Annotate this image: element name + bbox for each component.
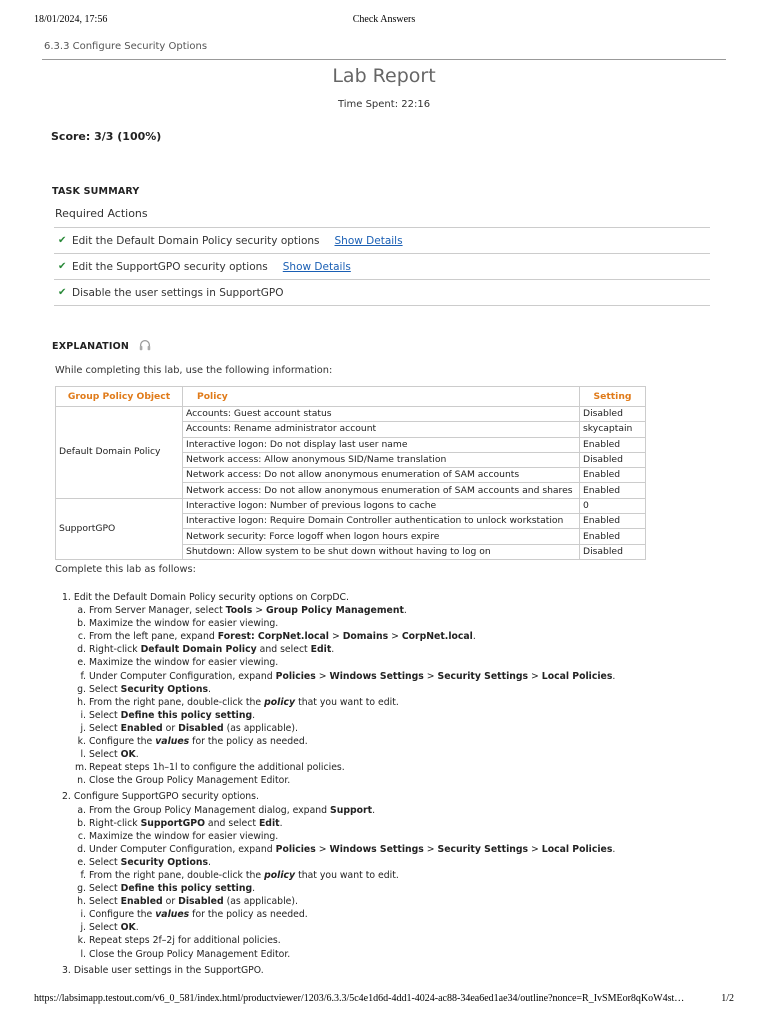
substep-letter: l. [80, 948, 86, 960]
complete-intro: Complete this lab as follows: [55, 564, 196, 575]
substep-letter: h. [77, 896, 86, 908]
check-icon: ✔ [58, 235, 67, 246]
policy-cell: Accounts: Rename administrator account [183, 422, 580, 437]
step-number: 3. [62, 964, 71, 976]
substep-item [75, 856, 615, 869]
setting-cell: Enabled [580, 529, 646, 544]
substep-item [75, 934, 615, 947]
setting-cell: Disabled [580, 452, 646, 467]
substep-item [75, 804, 615, 817]
substep-letter: i. [80, 909, 86, 921]
substep-text: Maximize the window for easier viewing. [89, 618, 279, 630]
table-row [56, 407, 646, 422]
substep-text: Configure the values for the policy as needed. [89, 909, 308, 921]
substep-text: From Server Manager, select Tools > Group Policy Management. [89, 605, 407, 617]
substep-text: Select Define this policy setting. [89, 883, 256, 895]
required-action-item [54, 253, 710, 279]
substep-text: Select Enabled or Disabled (as applicable). [89, 722, 298, 734]
policy-cell: Network security: Force logoff when logon hours expire [183, 529, 580, 544]
check-icon: ✔ [58, 261, 67, 272]
substep-item [75, 670, 615, 683]
substep-letter: b. [77, 618, 86, 630]
setting-cell: Enabled [580, 483, 646, 498]
print-title: Check Answers [352, 14, 416, 25]
substep-letter: h. [77, 696, 86, 708]
substep-item [75, 722, 615, 735]
substep-letter: d. [77, 843, 86, 855]
substep-text: Select Security Options. [89, 683, 211, 695]
substep-letter: a. [77, 804, 86, 816]
show-details-link[interactable]: Show Details [282, 260, 351, 273]
required-action-item [54, 227, 710, 253]
required-actions-heading: Required Actions [55, 207, 148, 220]
substep-item [75, 843, 615, 856]
substep-item [75, 895, 615, 908]
policy-cell: Network access: Allow anonymous SID/Name translation [183, 452, 580, 467]
substep-letter: k. [77, 935, 86, 947]
substep-letter: g. [77, 683, 86, 695]
setting-cell: Disabled [580, 407, 646, 422]
print-url: https://labsimapp.testout.com/v6_0_581/index.html/productviewer/1203/6.3.3/5c4e1d6d-4dd1-4024-ac88-34ea6ed1ae34/outline?nonce=R_IvSMEor8qKoW4st… [34, 993, 685, 1004]
substep-text: Close the Group Policy Management Editor. [89, 775, 291, 787]
substep-letter: f. [80, 670, 86, 682]
policy-cell: Shutdown: Allow system to be shut down without having to log on [183, 544, 580, 559]
score: Score: 3/3 (100%) [51, 130, 162, 143]
step-text: Disable user settings in the SupportGPO. [73, 964, 264, 976]
page-title: Lab Report [332, 65, 436, 87]
substep-text: Select Security Options. [89, 856, 211, 868]
action-label: Disable the user settings in SupportGPO [72, 286, 284, 299]
substep-letter: l. [80, 749, 86, 761]
task-summary-heading: TASK SUMMARY [52, 186, 140, 197]
policy-cell: Network access: Do not allow anonymous enumeration of SAM accounts and shares [183, 483, 580, 498]
substep-item [75, 735, 615, 748]
setting-cell: Disabled [580, 544, 646, 559]
substep-letter: j. [80, 922, 86, 934]
substep-item [75, 656, 615, 669]
substep-text: Select Define this policy setting. [89, 709, 256, 721]
policy-cell: Accounts: Guest account status [183, 407, 580, 422]
required-actions-list [54, 227, 710, 306]
explanation-heading: EXPLANATION [52, 341, 129, 352]
substep-letter: m. [75, 762, 88, 774]
substep-item [75, 921, 615, 934]
substep-item [75, 948, 615, 961]
substep-text: Configure the values for the policy as needed. [89, 736, 308, 748]
substep-letter: j. [80, 722, 86, 734]
substep-item [75, 748, 615, 761]
column-header-setting: Setting [580, 387, 646, 407]
substep-item [75, 683, 615, 696]
policy-cell: Interactive logon: Require Domain Controller authentication to unlock workstation [183, 514, 580, 529]
gpo-cell: SupportGPO [56, 498, 183, 559]
table-row [56, 498, 646, 513]
substep-letter: d. [77, 644, 86, 656]
policy-cell: Interactive logon: Do not display last user name [183, 437, 580, 452]
explanation-intro: While completing this lab, use the following information: [55, 365, 333, 376]
headphones-icon[interactable] [138, 338, 152, 352]
substep-letter: n. [77, 775, 86, 787]
substep-text: Repeat steps 1h–1l to configure the additional policies. [89, 762, 345, 774]
setting-cell: Enabled [580, 468, 646, 483]
print-datetime: 18/01/2024, 17:56 [34, 14, 108, 25]
substep-item [75, 696, 615, 709]
step-item [62, 790, 615, 963]
setting-cell: Enabled [580, 514, 646, 529]
column-header-gpo: Group Policy Object [56, 387, 183, 407]
substep-item [75, 830, 615, 843]
steps-list [62, 591, 615, 980]
step-number: 2. [62, 791, 71, 803]
policy-cell: Network access: Do not allow anonymous enumeration of SAM accounts [183, 468, 580, 483]
substep-letter: e. [77, 657, 86, 669]
substep-text: Select OK. [89, 922, 139, 934]
policy-table [55, 386, 646, 560]
substep-letter: c. [77, 631, 86, 643]
substep-item [75, 617, 615, 630]
divider [42, 59, 726, 60]
print-header [0, 14, 768, 30]
substep-text: From the right pane, double-click the policy that you want to edit. [89, 696, 399, 708]
substep-letter: a. [77, 605, 86, 617]
substep-text: Under Computer Configuration, expand Policies > Windows Settings > Security Settings > Local Policies. [89, 843, 616, 855]
substep-text: From the left pane, expand Forest: CorpNet.local > Domains > CorpNet.local. [89, 631, 476, 643]
substep-text: Maximize the window for easier viewing. [89, 657, 279, 669]
print-page-number: 1/2 [721, 993, 734, 1004]
substep-letter: c. [77, 830, 86, 842]
setting-cell: skycaptain [580, 422, 646, 437]
substep-letter: e. [77, 856, 86, 868]
step-text: Edit the Default Domain Policy security options on CorpDC. [73, 592, 349, 603]
substep-item [75, 817, 615, 830]
substep-text: Under Computer Configuration, expand Policies > Windows Settings > Security Settings > Local Policies. [89, 670, 616, 682]
step-number: 1. [62, 592, 71, 603]
action-label: Edit the Default Domain Policy security options [72, 234, 320, 247]
check-icon: ✔ [58, 287, 67, 298]
substep-item [75, 882, 615, 895]
gpo-cell: Default Domain Policy [56, 407, 183, 499]
substep-text: Right-click SupportGPO and select Edit. [89, 817, 283, 829]
substep-text: Repeat steps 2f–2j for additional policies. [89, 935, 281, 947]
substep-item [75, 709, 615, 722]
substep-letter: g. [77, 883, 86, 895]
substep-item [75, 604, 615, 617]
substep-item [75, 869, 615, 882]
step-text: Configure SupportGPO security options. [73, 791, 259, 803]
policy-cell: Interactive logon: Number of previous logons to cache [183, 498, 580, 513]
step-item [62, 591, 615, 790]
time-spent: Time Spent: 22:16 [337, 99, 431, 110]
substep-item [75, 908, 615, 921]
substep-text: Select OK. [89, 749, 139, 761]
substep-item [75, 761, 615, 774]
substep-text: Maximize the window for easier viewing. [89, 830, 279, 842]
print-footer [0, 993, 768, 1009]
substep-text: Right-click Default Domain Policy and select Edit. [89, 644, 335, 656]
setting-cell: 0 [580, 498, 646, 513]
required-action-item [54, 279, 710, 306]
setting-cell: Enabled [580, 437, 646, 452]
substep-item [75, 643, 615, 656]
breadcrumb: 6.3.3 Configure Security Options [44, 41, 208, 52]
substep-letter: i. [80, 709, 86, 721]
substep-item [75, 774, 615, 787]
action-label: Edit the SupportGPO security options [72, 260, 268, 273]
show-details-link[interactable]: Show Details [334, 234, 403, 247]
substep-letter: f. [80, 869, 86, 881]
step-item [62, 964, 615, 980]
substep-text: Select Enabled or Disabled (as applicable). [89, 896, 298, 908]
substep-text: Close the Group Policy Management Editor. [89, 948, 291, 960]
substep-text: From the right pane, double-click the policy that you want to edit. [89, 869, 399, 881]
substep-text: From the Group Policy Management dialog, expand Support. [89, 804, 376, 816]
substep-letter: b. [77, 817, 86, 829]
substep-item [75, 630, 615, 643]
column-header-policy: Policy [183, 387, 580, 407]
substep-letter: k. [77, 736, 86, 748]
